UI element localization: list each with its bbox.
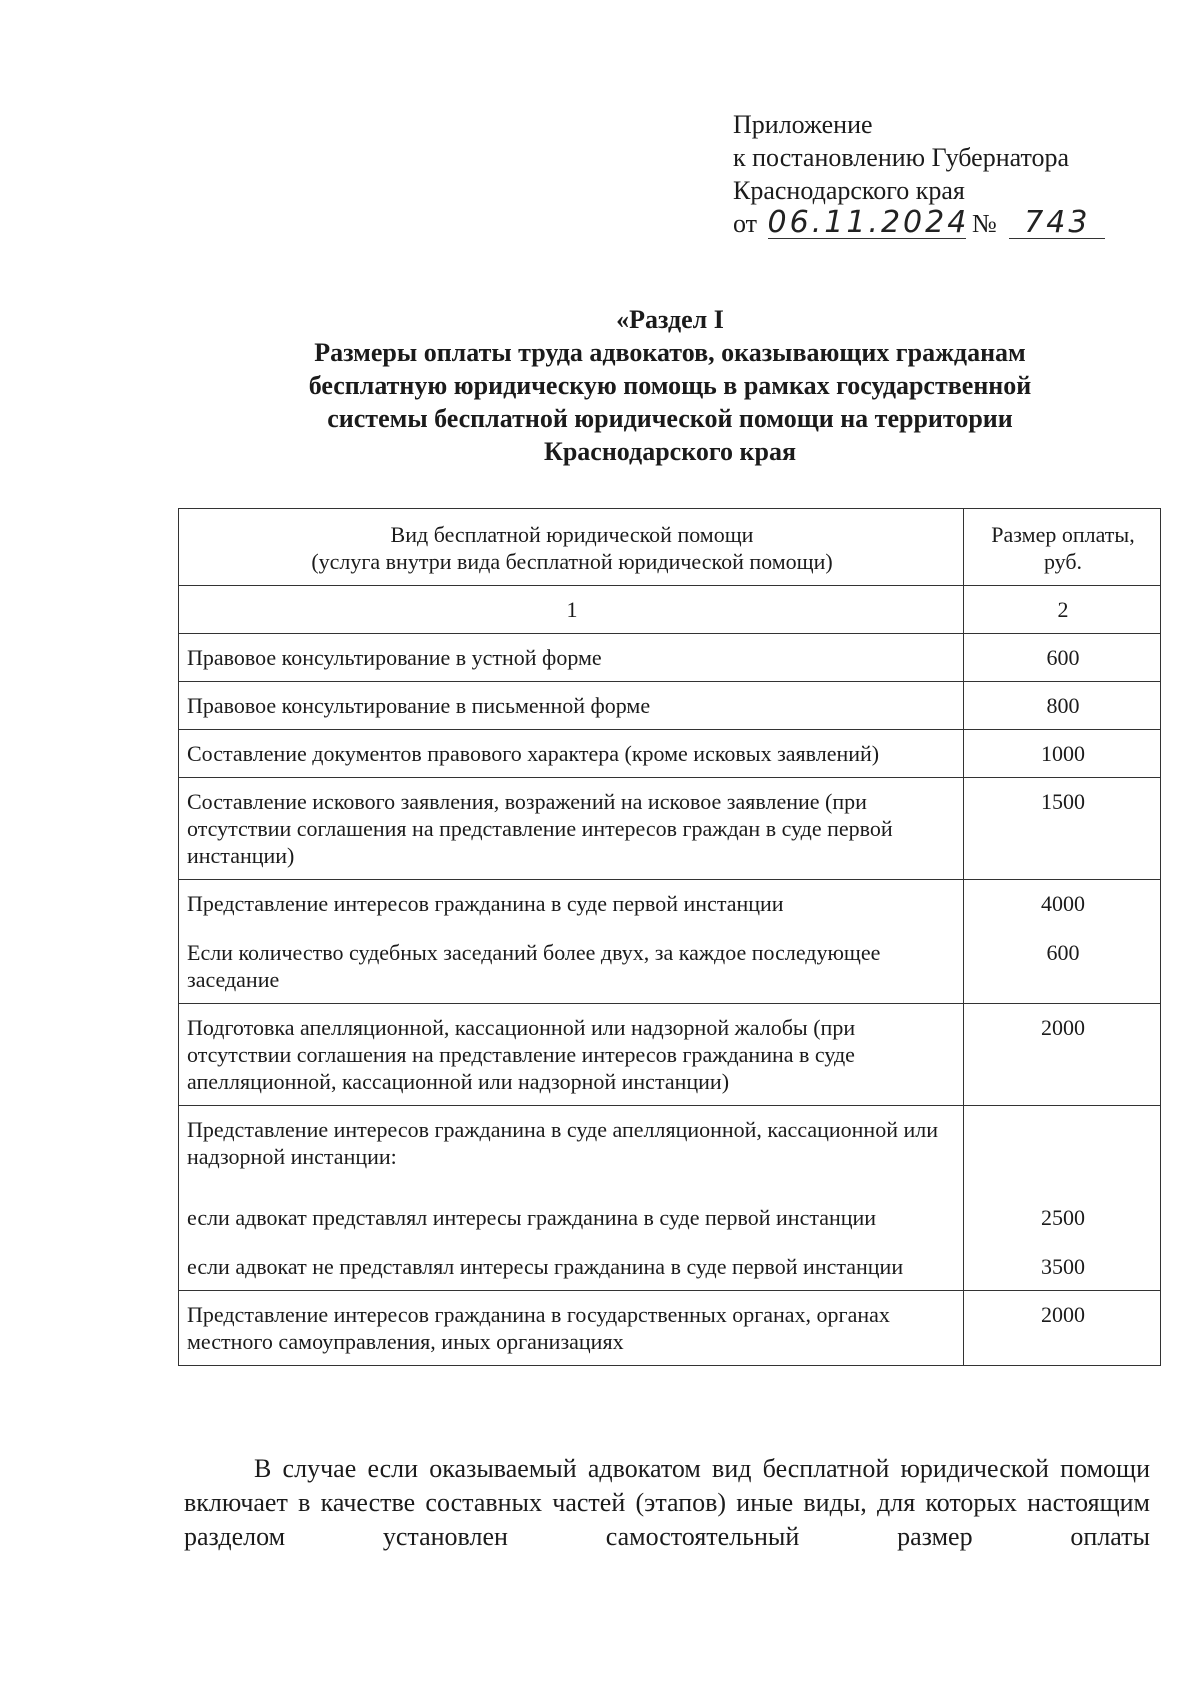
service-sub-description: если адвокат не представлял интересы гражданина в суде первой инстанции: [187, 1254, 904, 1279]
spacer: [187, 917, 957, 939]
table-row: [179, 778, 1161, 880]
handwritten-date: 06.11.2024: [767, 205, 970, 240]
payment-amount-group: [964, 880, 1161, 1004]
service-description-group: [179, 1106, 964, 1291]
table-row: [179, 880, 1161, 1004]
payment-amount: 1500: [964, 778, 1161, 880]
payment-amount: 2000: [964, 1004, 1161, 1106]
appendix-reference: к постановлению Губернатора: [733, 143, 1070, 172]
service-description: Представление интересов гражданина в государственных органах, органах местного самоуправления, иных организациях: [179, 1291, 964, 1366]
service-description: Составление документов правового характера (кроме исковых заявлений): [179, 730, 964, 778]
payment-amount: 800: [964, 682, 1161, 730]
spacer: [187, 1170, 957, 1204]
column-number: 1: [179, 586, 964, 634]
spacer: [972, 1170, 1154, 1204]
spacer: [972, 917, 1154, 939]
payment-amount: 4000: [1041, 891, 1085, 916]
appendix-title: Приложение: [733, 110, 873, 139]
table-row: [179, 1106, 1161, 1291]
section-title-line: бесплатную юридическую помощь в рамках государственной: [308, 371, 1032, 400]
closing-text: В случае если оказываемый адвокатом вид бесплатной юридической помощи включает в качестве составных частей (этапов) иные виды, для которых настоящим разделом установлен самостоятельный размер оплаты: [184, 1454, 1150, 1551]
table-row: [179, 730, 1161, 778]
payment-rates-table: [178, 508, 1161, 1366]
service-description: Представление интересов гражданина в суде первой инстанции: [187, 891, 784, 916]
appendix-region: Краснодарского края: [733, 176, 965, 205]
spacer: [187, 1231, 957, 1253]
section-title: [230, 303, 1110, 468]
spacer: [972, 1231, 1154, 1253]
payment-sub-amount: 3500: [1041, 1254, 1085, 1279]
table-row: [179, 634, 1161, 682]
table-row: [179, 682, 1161, 730]
service-description: Правовое консультирование в устной форме: [179, 634, 964, 682]
service-description: Составление искового заявления, возражений на исковое заявление (при отсутствии соглашения на представление интересов граждан в суде первой инстанции): [179, 778, 964, 880]
column-number: 2: [964, 586, 1161, 634]
header-text: Размер оплаты,: [991, 522, 1135, 547]
service-sub-description: если адвокат представлял интересы гражданина в суде первой инстанции: [187, 1205, 877, 1230]
payment-amount-group: [964, 1106, 1161, 1291]
from-label: от: [733, 209, 758, 238]
payment-sub-amount: 600: [1046, 940, 1080, 965]
payment-amount: 2000: [964, 1291, 1161, 1366]
service-description: Подготовка апелляционной, кассационной или надзорной жалобы (при отсутствии соглашения на представление интересов гражданина в суде апелляционной, кассационной или надзорной инстанции): [179, 1004, 964, 1106]
header-cell-payment: [964, 509, 1161, 586]
header-text: руб.: [1043, 549, 1083, 574]
column-number-row: [179, 586, 1161, 634]
section-title-line: Краснодарского края: [543, 437, 797, 466]
payment-amount: 600: [964, 634, 1161, 682]
payment-amount: 1000: [964, 730, 1161, 778]
payment-sub-amount: 2500: [1041, 1205, 1085, 1230]
table-row: [179, 1291, 1161, 1366]
table-header-row: [179, 509, 1161, 586]
section-title-line: системы бесплатной юридической помощи на территории: [327, 404, 1013, 433]
header-text: Вид бесплатной юридической помощи: [390, 522, 754, 547]
service-description: Правовое консультирование в письменной форме: [179, 682, 964, 730]
appendix-date-number-line: [733, 207, 1153, 240]
service-sub-description: Если количество судебных заседаний более двух, за каждое последующее заседание: [187, 940, 881, 992]
header-cell-service-type: [179, 509, 964, 586]
closing-paragraph: [184, 1452, 1150, 1588]
appendix-header: [733, 108, 1153, 240]
table-row: [179, 1004, 1161, 1106]
section-title-line: Размеры оплаты труда адвокатов, оказывающих гражданам: [314, 338, 1026, 367]
number-label: №: [972, 209, 997, 238]
handwritten-number: 743: [1009, 208, 1105, 239]
service-description: Представление интересов гражданина в суде апелляционной, кассационной или надзорной инстанции:: [187, 1117, 939, 1169]
spacer: [972, 1116, 1154, 1170]
service-description-group: [179, 880, 964, 1004]
header-text: (услуга внутри вида бесплатной юридической помощи): [311, 549, 833, 574]
section-heading: «Раздел I: [616, 305, 724, 334]
